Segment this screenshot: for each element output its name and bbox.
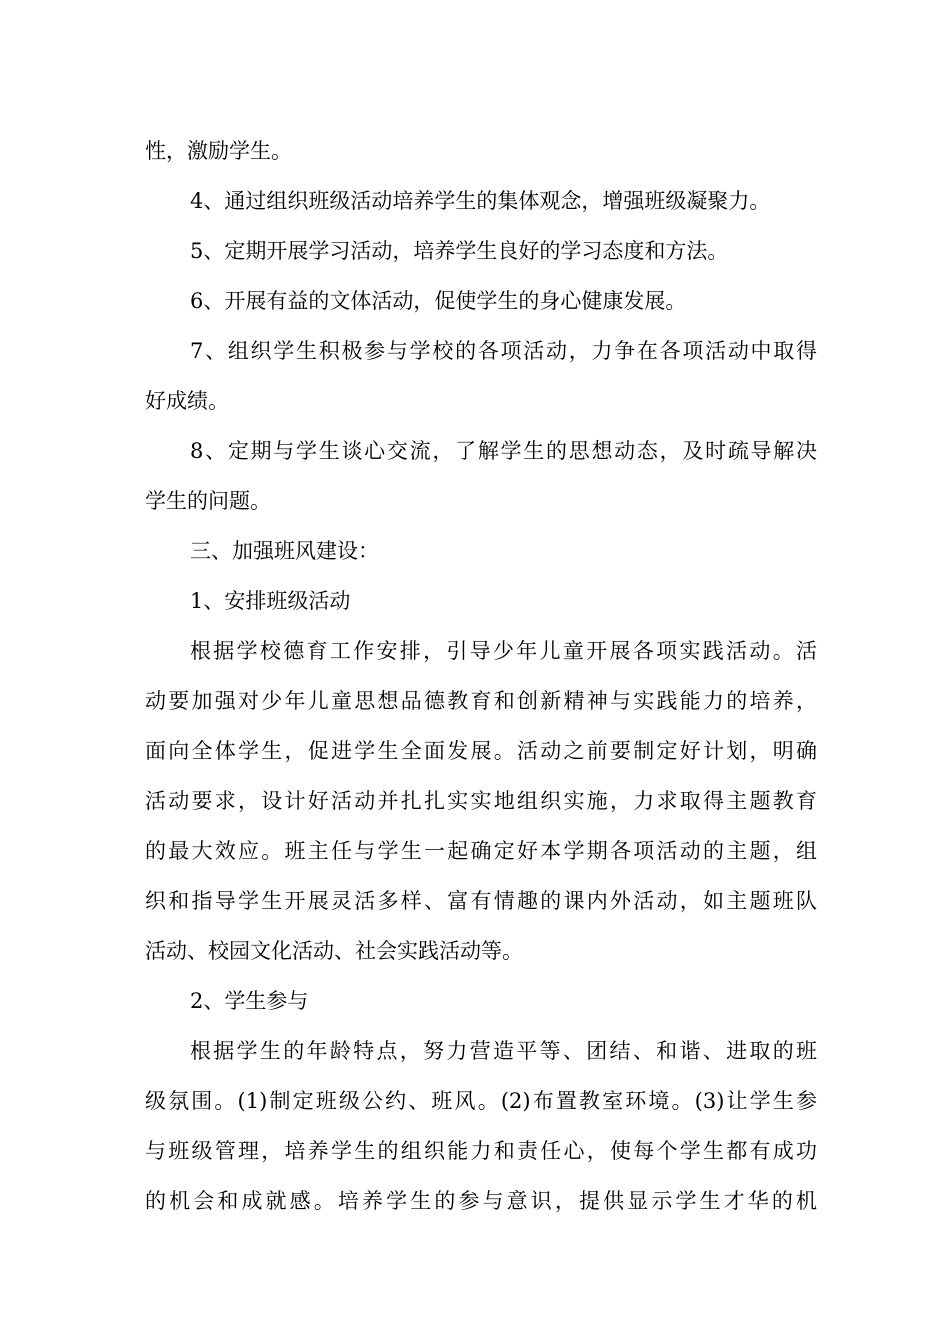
text-line: 根据学生的年龄特点，努力营造平等、团结、和谐、进取的班	[190, 1039, 817, 1063]
text-line: 活动、校园文化活动、社会实践活动等。	[145, 939, 523, 963]
text-line: 6、开展有益的文体活动，促使学生的身心健康发展。	[190, 289, 687, 313]
text-line: 级氛围。(1)制定班级公约、班风。(2)布置教室环境。(3)让学生参	[145, 1089, 817, 1113]
section-heading: 三、加强班风建设：	[190, 539, 379, 563]
text-line: 的最大效应。班主任与学生一起确定好本学期各项活动的主题，组	[145, 839, 817, 863]
text-line: 性，激励学生。	[145, 139, 292, 163]
text-line: 8、定期与学生谈心交流，了解学生的思想动态，及时疏导解决	[190, 439, 817, 463]
text-line: 学生的问题。	[145, 489, 271, 513]
text-line: 面向全体学生，促进学生全面发展。活动之前要制定好计划，明确	[145, 739, 817, 763]
text-line: 好成绩。	[145, 389, 229, 413]
text-line: 活动要求，设计好活动并扎扎实实地组织实施，力求取得主题教育	[145, 789, 817, 813]
text-line: 4、通过组织班级活动培养学生的集体观念，增强班级凝聚力。	[190, 189, 771, 213]
text-line: 5、定期开展学习活动，培养学生良好的学习态度和方法。	[190, 239, 729, 263]
subsection-heading: 1、安排班级活动	[190, 589, 351, 613]
text-line: 的机会和成就感。培养学生的参与意识，提供显示学生才华的机	[145, 1189, 817, 1213]
text-line: 根据学校德育工作安排，引导少年儿童开展各项实践活动。活	[190, 639, 817, 663]
text-line: 与班级管理，培养学生的组织能力和责任心，使每个学生都有成功	[145, 1139, 817, 1163]
text-line: 7、组织学生积极参与学校的各项活动，力争在各项活动中取得	[190, 339, 817, 363]
text-line: 织和指导学生开展灵活多样、富有情趣的课内外活动，如主题班队	[145, 889, 817, 913]
subsection-heading: 2、学生参与	[190, 989, 309, 1013]
text-line: 动要加强对少年儿童思想品德教育和创新精神与实践能力的培养，	[145, 689, 817, 713]
